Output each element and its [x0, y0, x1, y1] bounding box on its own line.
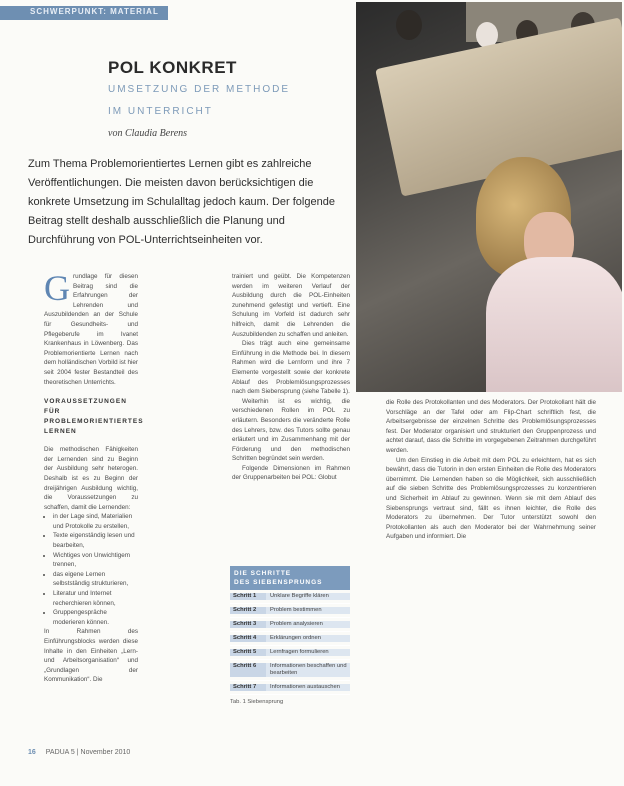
- step-text: Unklare Begriffe klären: [266, 593, 350, 600]
- page-number: 16: [28, 749, 36, 756]
- step-text: Problem analysieren: [266, 621, 350, 628]
- table-header-line2: DES SIEBENSPRUNGS: [234, 579, 323, 586]
- step-label: Schritt 6: [230, 663, 266, 677]
- body-paragraph: trainiert und geübt. Die Kompetenzen werden im weiteren Verlauf der Ausbildung durch die POL-Einheiten zunehmend gefestigt und vertieft. Eine Schulung im Vorfeld ist dadurch sehr hilfreich, damit die Lehrenden die Auszubildenden zu schaffen und anleiten.: [232, 273, 350, 338]
- step-text: Informationen austauschen: [266, 684, 350, 691]
- column-1: [44, 268, 144, 685]
- list-item: • Gruppengespräche moderieren können.: [53, 608, 138, 627]
- list-item: • das eigene Lernen selbstständig strukturieren,: [53, 570, 138, 589]
- step-text: Problem bestimmen: [266, 607, 350, 614]
- siebensprung-table: [230, 566, 350, 705]
- list-item: • in der Lage sind, Materialien und Protokolle zu erstellen,: [53, 512, 138, 531]
- step-label: Schritt 5: [230, 649, 266, 656]
- list-item: • Wichtiges von Unwichtigem trennen,: [53, 551, 138, 570]
- body-paragraph: Dies trägt auch eine gemeinsame Einführung in die Methode bei. In diesem Rahmen wird die Lernform und ihre 7 Elemente vorgestellt sowie der konkrete Ablauf des Problemlösungsprozesses nach dem Siebensprung (siehe Tabelle 1).: [232, 340, 350, 396]
- column-3: [386, 398, 596, 542]
- list-item: • Literatur und Internet recherchieren können,: [53, 589, 138, 608]
- body-paragraph: In Rahmen des Einführungsblocks werden diese Inhalte in den Einheiten „Lern- und Arbeitsorganisation“ und „Grundlagen der Kommunikation“. Die: [44, 628, 138, 684]
- journal-name: PADUA 5 | November 2010: [45, 749, 131, 756]
- article-title: POL KONKRET: [108, 58, 237, 77]
- photo-student-shirt: [486, 257, 622, 392]
- body-paragraph: Um den Einstieg in die Arbeit mit dem POL zu erleichtern, hat es sich bewährt, dass die Tutorin in den ersten Einheiten die Rolle des Moderators übernimmt. Die Lernenden haben so die Möglichkeit, sich ausschließlich auf die sieben Schritte des Problemlösungsprozesses zu konzentrieren und Sicherheit im Ablauf zu gewinnen. Wenn sie mit dem Ablauf des Siebensprungs vertraut sind, fällt es ihnen leichter, die Rolle des Moderators zu übernehmen. Der Tutor unterstützt sowohl den Protokollanten als auch den Moderator bei der Wahrnehmung seiner Aufgaben und informiert. Die: [386, 456, 596, 541]
- column-2: [232, 272, 350, 483]
- body-paragraph: Folgende Dimensionen im Rahmen der Gruppenarbeiten bei POL: Globut: [232, 464, 350, 482]
- step-label: Schritt 3: [230, 621, 266, 628]
- section-label-bar: [0, 6, 168, 20]
- subhead-line2: PROBLEMORIENTIERTES: [44, 418, 144, 426]
- subhead-line1: VORAUSSETZUNGEN FÜR: [44, 398, 127, 416]
- body-paragraph: Die methodischen Fähigkeiten der Lernenden sind zu Beginn der Ausbildung sehr heterogen. Deshalb ist es zu Beginn der dreijährigen Ausbildung wichtig, die Voraussetzungen zu schaffen, damit die Lernenden:: [44, 446, 138, 511]
- step-label: Schritt 2: [230, 607, 266, 614]
- table-row: [230, 681, 350, 695]
- drop-cap: G: [44, 268, 70, 308]
- classroom-photo: [356, 2, 622, 392]
- step-label: Schritt 7: [230, 684, 266, 691]
- photo-person: [396, 10, 422, 40]
- table-row: [230, 618, 350, 632]
- list-item: • Texte eigenständig lesen und bearbeiten,: [53, 531, 138, 550]
- step-text: Erklärungen ordnen: [266, 635, 350, 642]
- table-row: [230, 632, 350, 646]
- section-label: SCHWERPUNKT: MATERIAL: [30, 7, 159, 16]
- article-subtitle-line2: IM UNTERRICHT: [108, 106, 213, 117]
- prerequisite-list: [44, 512, 138, 627]
- table-row: [230, 590, 350, 604]
- table-row: [230, 646, 350, 660]
- body-paragraph: die Rolle des Protokollanten und des Moderators. Der Protokollant hält die Vorschläge an der Tafel oder am Flip-Chart schriftlich fest, die Arbeitsergebnisse der einzelnen Schritte des Problemlösungsprozesses fest. Der Moderator organisiert und strukturiert den Gruppenprozess und achtet darauf, dass die Schritte im vorgegebenen Zeitrahmen durchgeführt werden.: [386, 399, 596, 454]
- subhead-line3: LERNEN: [44, 428, 77, 436]
- step-text: Informationen beschaffen und bearbeiten: [266, 663, 350, 677]
- page-footer: [28, 749, 130, 756]
- body-paragraph: Weiterhin ist es wichtig, die verschiedenen Rollen im POL zu erläutern. Besonders die veränderte Rolle des Lehrers, bzw. des Tutors sollte genau erläutert und im Zusammenhang mit der Förderung und den methodischen Schritten begründet sein werden.: [232, 397, 350, 463]
- step-label: Schritt 1: [230, 593, 266, 600]
- step-label: Schritt 4: [230, 635, 266, 642]
- lead-paragraph: Zum Thema Problemorientiertes Lernen gibt es zahlreiche Veröffentlichungen. Die meisten davon berücksichtigen die konkrete Umsetzung im Schulalltag jedoch kaum. Der folgende Beitrag stellt deshalb ausschließlich die Planung und Durchführung von POL-Unterrichtseinheiten vor.: [28, 158, 335, 246]
- article-subtitle-line1: UMSETZUNG DER METHODE: [108, 84, 290, 95]
- table-caption: Tab. 1 Siebensprung: [230, 699, 284, 705]
- step-text: Lernfragen formulieren: [266, 649, 350, 656]
- intro-paragraph: [44, 268, 138, 387]
- table-row: [230, 660, 350, 681]
- intro-text: rundlage für diesen Beitrag sind die Erfahrungen der Lehrenden und Auszubildenden an der Schule für Gesundheits- und Pflegeberufe im Ivanet Krankenhaus in Löwenberg. Das Problemorientierte Lernen nach dem holländischen Vorbild ist hier seit 2004 fester Bestandteil des theoretischen Unterrichts.: [44, 273, 138, 386]
- table-row: [230, 604, 350, 618]
- table-header: [230, 566, 350, 590]
- table-header-line1: DIE SCHRITTE: [234, 570, 292, 577]
- article-author: von Claudia Berens: [108, 128, 188, 139]
